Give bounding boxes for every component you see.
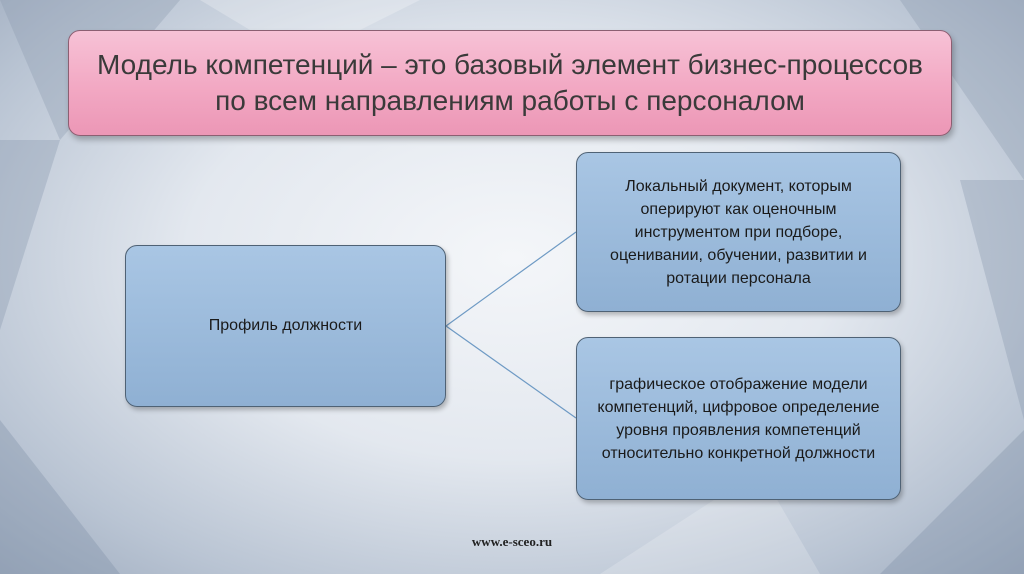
title-text: Модель компетенций – это базовый элемент бизнес-процессов по всем направлениям работы с персоналом	[97, 49, 923, 116]
graphic-display-node	[576, 337, 901, 500]
footer-url: www.e-sceo.ru	[471, 534, 553, 549]
connector-top	[446, 232, 576, 326]
local-document-node	[576, 152, 901, 312]
connector-bottom	[446, 326, 576, 418]
profile-node	[125, 245, 446, 407]
profile-node-label: Профиль должности	[208, 317, 363, 334]
local-document-text: Локальный документ, которым оперируют как оценочным инструментом при подборе, оценивании, обучении, развитии и ротации персонала	[610, 177, 867, 287]
graphic-display-text: графическое отображение модели компетенций, цифровое определение уровня проявления компетенций относительно конкретной должности	[597, 375, 880, 462]
